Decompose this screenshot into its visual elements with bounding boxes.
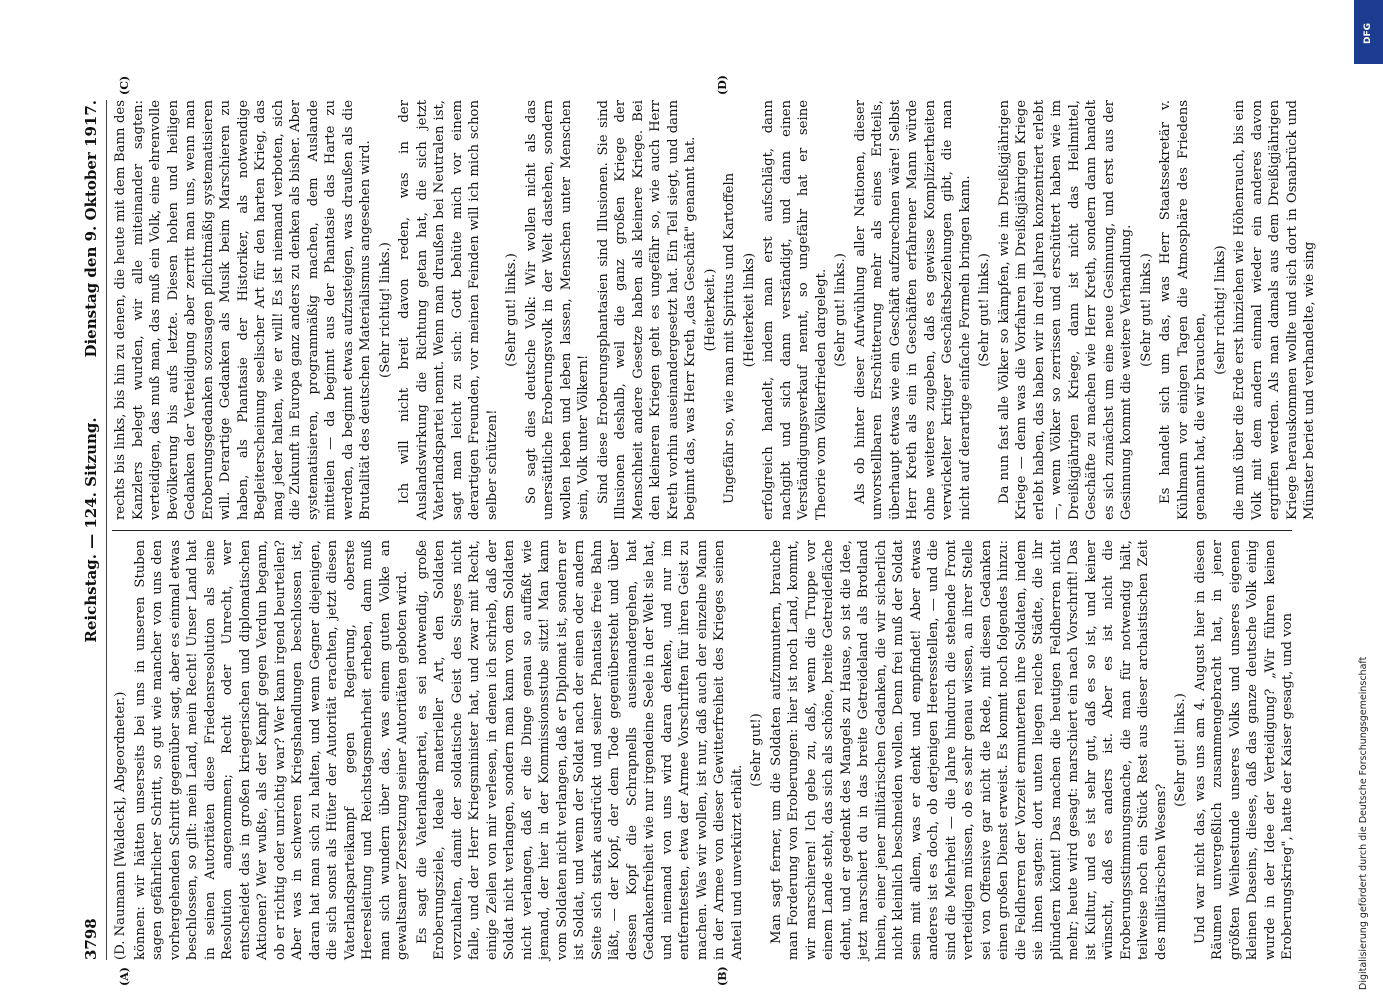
digitization-sidebar <box>1354 0 1383 1000</box>
session-title: Reichstag. — 124. Sitzung. <box>82 417 100 643</box>
margin-marker-c: (C) <box>118 75 131 95</box>
paragraph: Und war nicht das, was uns am 4. August hier in diesen Räumen unvergeßlich zusammengebracht hat, in jener größten Weihestunde unseres Volks und unseres eigenen kleinen Daseins, dieses, daß das ganze deutsche Volk einig wurde in der Idee der Verteidigung? „Wir führen keinen Eroberungskrieg", hatte der Kaiser gesagt, und von <box>1192 540 1295 960</box>
interjection: (Sehr gut! links.) <box>833 253 848 367</box>
interjection: (Heiterkeit.) <box>702 268 718 352</box>
interjection: (Heiterkeit links) <box>741 252 757 368</box>
left-column <box>112 540 1299 960</box>
interjection: (Sehr gut! links.) <box>1173 693 1188 807</box>
paragraph: erfolgreich handelt, indem man erst aufschlägt, dann nachgibt und sich dann verständigt, und dann einen Verständigungsverkauf nennt, so ungefähr hat er seine Theorie vom Völkerfrieden dargelegt. <box>761 100 829 520</box>
paragraph: Es sagt die Vaterlandspartei, es sei notwendig, große Eroberungsziele, Ideale materieller Art, den Soldaten vorzuhalten, damit der soldatische Geist des Sieges nicht falle, und der Herr Kriegsminister hat, und zwar mit Recht, einige Zeilen von mir verlesen, in denen ich schrieb, daß der Soldat nicht verlangen, sondern man kann von dem Soldaten nicht verlangen, daß er die Dinge genau so auffaßt wie jemand, der hier in der Kommissionsstube sitzt! Man kann vom Soldaten nicht verlangen, daß er Diplomat ist, sondern er ist Soldat, und wenn der Soldat nach der einen oder andern Seite sich stark ausdrückt und seiner Phantasie freie Bahn läßt, — der Kopf, der dem Tode gegenübersteht und über dessen Kopf die Schrapnells auseinandergehen, hat Gedankenfreiheit wie nur irgendeine Seele in der Welt sie hat, und niemand von uns wird daran denken, und nur im entferntesten, etwa der Armee Vorschriften für ihren Geist zu machen. Was wir wollen, ist nur, daß auch der einzelne Mann in der Armee von dieser Gewitterfreiheit des Krieges seinen Anteil und unverkürzt erhält. <box>414 540 745 960</box>
paragraph: Sind diese Eroberungsphantasien sind Illusionen. Sie sind Illusionen deshalb, weil die ganz großen Kriege der Menschheit andere Gesetze haben als kleinere Kriege. Bei den kleineren Kriegen geht es ungefähr so, wie auch Herr Kreth vorhin auseinandergesetzt hat. Ein Teil siegt, und dann beginnt das, was Herr Kreth „das Geschäft" genannt hat. <box>595 100 698 520</box>
document-page <box>66 70 1316 1000</box>
header-rule <box>106 100 107 960</box>
page-header <box>76 100 106 960</box>
paragraph: Man sagt ferner, um die Soldaten aufzumuntern, brauche man Forderung von Eroberungen: hier ist noch Land, kommt, wir marschieren! Ich gebe zu, daß, wenn die Truppe vor einem Lande steht, das sich als schöne, breite Getreidefläche dehnt, und er gedenkt des Mangels zu Hause, so ist die Idee, jetzt marschiert du in das breite Getreideland als Brotland hinein, einer jener militärischen Gedanken, die wir sicherlich nicht kleinlich beschneiden wollen. Denn frei muß der Soldat sein mit allem, was er denkt und empfindet! Aber etwas anderes ist es doch, ob derjenigen Heeresstellen, — und die sind die Mehrheit — die Jahre hindurch die stehende Front verteidigen müssen, ob es sehr genau wissen, an ihrer Stelle sei von Offensive gar nicht die Rede, mit diesen Gedanken einen großen Dienst erweist. Es kommt noch folgendes hinzu: die Feldherren der Vorzeit ermunterten ihre Soldaten, indem sie ihnen sagten: dort unten liegen reiche Städte, die ihr plündern könnt! Das machen die heutigen Feldherren nicht mehr; heute wird gesagt: marschiert ein nach Vorschrift! Das ist Kultur, und es ist sehr gut, daß es so ist, und keiner wünscht, daß es anders ist. Aber es ist nicht die Eroberungsstimmungsmache, die man für notwendig hält, teilweise noch ein Stück Rest aus dieser archaistischen Zeit des militärischen Wesens? <box>768 540 1169 960</box>
interjection: (Sehr richtig! links.) <box>377 242 393 378</box>
page-number: 3798 <box>82 918 100 960</box>
paragraph: Als ob hinter dieser Aufwühlung aller Nationen, dieser unvorstellbaren Erschütterung mehr als eines Erdteils, überhaupt etwas wie ein Geschäft aufzurechnen wäre! Selbst Herr Kreth als ein in Geschäften erfahrener Mann würde ohne weiteres zugeben, daß es gewisse Kompliziertheiten verwickelter kritiger Geschäftsbeziehungen gibt, die man nicht auf derartige einfache Formeln bringen kann. <box>852 100 973 520</box>
paragraph: Ich will nicht breit davon reden, was in der Auslandswirkung die Richtung getan hat, die sich jetzt Vaterlandspartei nennt. Wenn man draußen bei Neutralen ist, sagt man leicht zu sich: Gott behüte mich vor einem derartigen Freunden, vor meinen Feinden will ich mich schon selber schützen! <box>397 100 500 520</box>
margin-marker-d: (D) <box>716 75 729 95</box>
speaker-note: (D. Naumann [Waldeck], Abgeordneter.) <box>113 691 128 960</box>
session-date: Dienstag den 9. Oktober 1917. <box>82 100 100 358</box>
paragraph: So sagt dies deutsche Volk: Wir wollen nicht als das unersättliche Eroberungsvolk in der Welt dastehen, sondern wollen leben und leben lassen, Menschen unter Menschen sein, Volk unter Völkern! <box>523 100 591 520</box>
dfg-logo-text: DFG <box>1363 22 1373 44</box>
paragraph: die muß über die Erde erst hinziehen wie Höhenrauch, bis ein Volk mit dem andern einmal wieder ein anderes davon ergriffen werden. Als man damals aus dem Dreißigjährigen Kriege herauskommen wollte und sich dort in Osnabrück und Münster beriet und verhandelte, wie sing <box>1232 100 1317 520</box>
margin-marker-a: (A) <box>118 967 131 986</box>
paragraph: Es handelt sich um das, was Herr Staatssekretär v. Kühlmann vor einigen Tagen die Atmosphäre des Friedens genannt hat, die wir brauchen, <box>1158 100 1208 520</box>
interjection: (Sehr gut! links.) <box>977 253 992 367</box>
interjection: (Sehr gut! links.) <box>504 253 519 367</box>
paragraph: Da nun fast alle Völker so kämpfen, wie im Dreißigjährigen Kriege — denn was die Vorfahren im Dreißigjährigen Kriege erlebt haben, das haben wir in drei Jahren konzentriert erlebt —, wenn Völker so zerrissen und erschüttert haben wie im Dreißigjährigen Kriege, dann ist nicht das Heilmittel, Geschäfte zu machen wie Herr Kreth, sondern dann handelt es sich zunächst um eine neue Gesinnung, und erst aus der Gesinnung kommt die weitere Verhandlung. <box>996 100 1134 520</box>
interjection: (Sehr gut!) <box>749 713 764 787</box>
margin-marker-b: (B) <box>716 966 729 986</box>
funding-credit: Digitalisierung gefördert durch die Deutsche Forschungsgemeinschaft <box>1358 656 1369 990</box>
paragraph: können: wir hätten unserseits bei uns in unseren Stuben sagen gefährlicher Schritt, so gut wie mancher von uns den vorhergehenden Schritt gegenüber sagt, aber es einmal etwas beschlossen, so gilt: mein Land, mein Recht! Unser Land hat in seinen Autoritäten diese Friedensresolution als seine Resolution angenommen; Recht oder Unrecht, wer entscheidet das in großen kriegerischen und diplomatischen Aktionen? Wer wußte, als der Kampf gegen Verdun begann, ob er richtig oder unrichtig war? Wer kann irgend beurteilen? Aber was in schweren Kriegshandlungen beschlossen ist, daran hat man sich zu halten, und wenn Gegner diejenigen, die sich sonst als Hüter der Autorität erachten, jetzt diesen Vaterlandsparteikampf gegen Regierung, oberste Heeresleitung und Reichstagsmehrheit erheben, dann muß man sich wundern über das, was einem guten Volke an gewaltsamer Zersetzung seiner Autoritäten geboten wird. <box>132 540 410 960</box>
column-divider <box>112 530 1292 531</box>
interjection: (sehr richtig! links) <box>1212 245 1228 375</box>
paragraph: Ungefähr so, wie man mit Spiritus und Kartoffeln <box>722 172 737 504</box>
paragraph: rechts bis links, bis hin zu denen, die heute mit dem Bann des Kanzlers belegt wurden, wir alle miteinander sagten: verteidigen, das muß man, das muß ein Volk, eine ehrenvolle Bevölkerung bis aufs letzte. Diesen hohen und heiligen Gedanken der Verteidigung aber zerritt man uns, wenn man Eroberungsgedanken sozusagen pflichtmäßig systematisieren will. Derartige Gedanken als Musik beim Marschieren zu haben, als Phantasie der Historiker, als notwendige Begleiterscheinung seelischer Art für den harten Krieg, das mag jeder halten, wie er will! Es ist niemand verboten, sich die Zukunft in Europa ganz anders zu denken als bisher. Aber systematisieren, programmäßig machen, dem Auslande mitteilen — da beginnt aus der Phantasie das Harte zu werden, da beginnt etwas aufzusteigen, was draußen als die Brutalität des deutschen Materialismus angesehen wird. <box>113 100 373 520</box>
right-column <box>112 100 1321 520</box>
interjection: (Sehr gut! links.) <box>1138 253 1154 367</box>
